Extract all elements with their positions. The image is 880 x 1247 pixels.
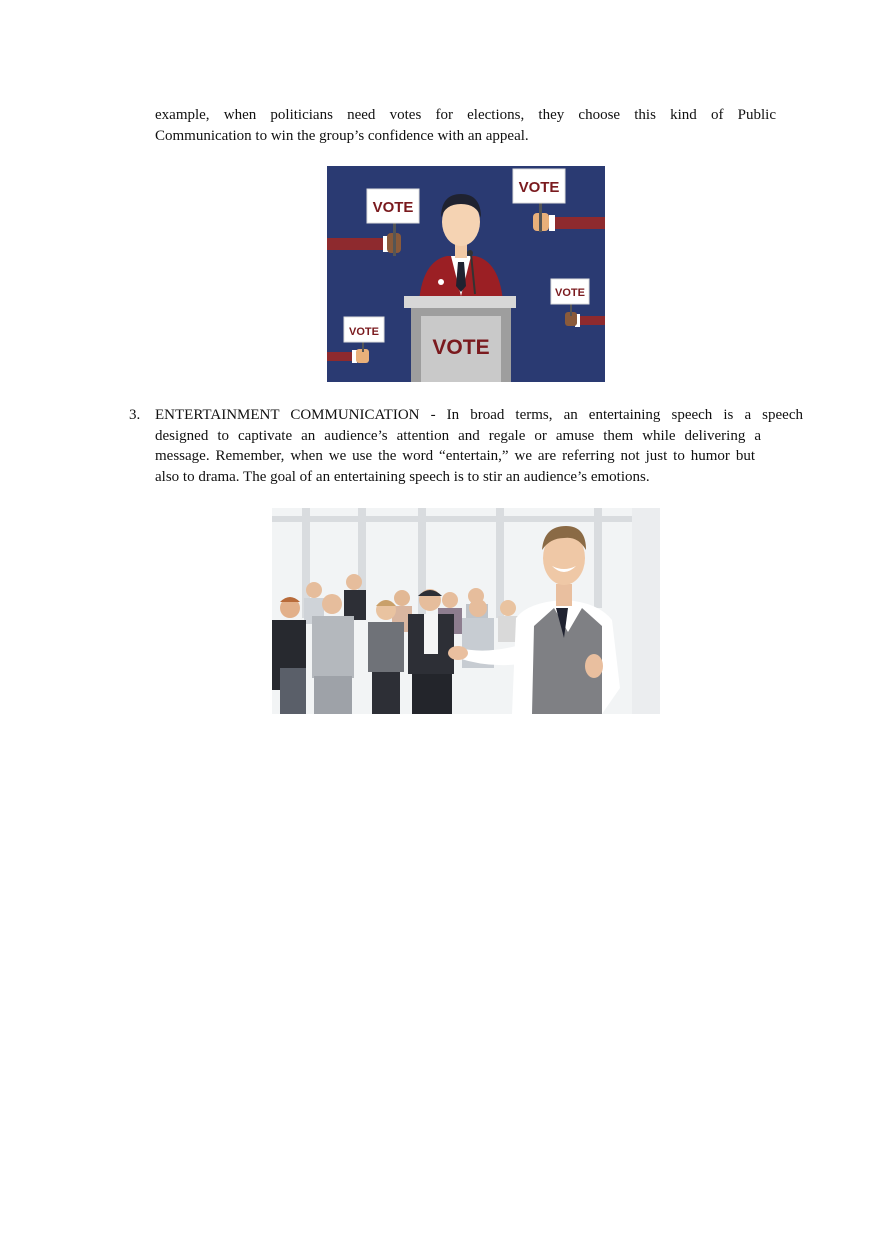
vote-sign-1: VOTE xyxy=(372,199,414,216)
intro-paragraph xyxy=(155,105,776,146)
item3-line-2: designed to captivate an audience’s attention and regale or amuse them while delivering a xyxy=(155,427,761,444)
list-item-number: 3. xyxy=(129,407,141,423)
item3-line-3: message. Remember, when we use the word “entertain,” we are referring not just to humor but xyxy=(155,448,755,464)
speaker-audience-photo xyxy=(272,508,660,714)
vote-sign-3: VOTE xyxy=(555,287,585,299)
entertainment-communication-paragraph xyxy=(155,405,803,487)
intro-line-2: Communication to win the group’s confidence with an appeal. xyxy=(155,127,529,144)
item3-line-1: ENTERTAINMENT COMMUNICATION - In broad terms, an entertaining speech is a speech xyxy=(155,407,803,423)
audience-photo-svg xyxy=(272,508,660,714)
podium xyxy=(404,296,516,382)
vote-sign-4: VOTE xyxy=(349,326,379,338)
podium-vote-text: VOTE xyxy=(432,336,490,359)
vote-sign-2: VOTE xyxy=(518,179,560,196)
intro-line-1: example, when politicians need votes for elections, they choose this kind of Public xyxy=(155,107,776,123)
vote-illustration-svg xyxy=(327,166,605,382)
item3-line-4: also to drama. The goal of an entertaining speech is to stir an audience’s emotions. xyxy=(155,468,650,485)
vote-election-illustration xyxy=(327,166,605,382)
